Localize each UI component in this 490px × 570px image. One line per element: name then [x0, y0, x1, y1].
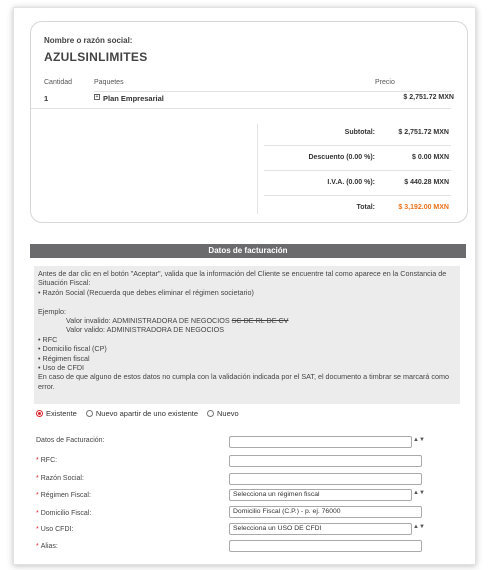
- instructions-warning: En caso de que alguno de estos datos no cumpla con la validación indicada por el SAT, el documento a timbrar se marcará como error.: [38, 372, 449, 391]
- business-name-field-label: * Razón Social:: [36, 475, 84, 482]
- column-header-price: Precio: [375, 79, 395, 86]
- divider: [264, 170, 451, 171]
- example-invalid: Valor invalido: ADMINISTRADORA DE NEGOCIOS SC DE RL DE CV: [66, 316, 289, 326]
- billing-mode-radio-group: [36, 409, 239, 418]
- radio-unselected-icon[interactable]: [86, 410, 93, 417]
- instructions-intro: Antes de dar clic en el botón "Aceptar", valida que la información del Cliente se encuentre tal como aparece en la Constancia de Situación Fiscal:: [38, 269, 447, 288]
- radio-new-label: Nuevo: [217, 409, 239, 418]
- select-arrow-icon: ▲▼: [413, 490, 425, 496]
- radio-existing[interactable]: [36, 409, 77, 418]
- rfc-input[interactable]: [229, 455, 422, 467]
- example-title: Ejemplo:: [38, 306, 66, 316]
- billing-section-title: Datos de facturación: [30, 244, 466, 258]
- tax-regime-select[interactable]: [229, 489, 425, 501]
- business-name-value: AZULSINLIMITES: [44, 50, 148, 64]
- order-summary-card: [30, 21, 468, 223]
- iva-label: I.V.A. (0.00 %):: [327, 179, 375, 186]
- radio-new-from-existing[interactable]: [86, 409, 198, 418]
- divider: [31, 108, 451, 109]
- subtotal-label: Subtotal:: [344, 129, 375, 136]
- instructions-item-postal-code: • Domicilio fiscal (CP): [38, 344, 107, 354]
- cfdi-use-label: * Uso CFDI:: [36, 526, 74, 533]
- subtotal-value: $ 2,751.72 MXN: [398, 129, 449, 136]
- billing-data-select[interactable]: [229, 436, 425, 448]
- business-name-input[interactable]: [229, 473, 422, 485]
- business-name-label: Nombre o razón social:: [44, 36, 133, 45]
- radio-new[interactable]: [207, 409, 239, 418]
- total-label: Total:: [356, 204, 375, 211]
- instructions-item-cfdi: • Uso de CFDI: [38, 363, 85, 373]
- package-expand-icon[interactable]: +: [95, 94, 99, 100]
- example-valid: Valor valido: ADMINISTRADORA DE NEGOCIOS: [66, 325, 225, 335]
- iva-value: $ 440.28 MXN: [404, 179, 449, 186]
- radio-selected-icon[interactable]: [36, 410, 43, 417]
- instructions-item-tax-regime: • Régimen fiscal: [38, 353, 90, 363]
- cfdi-use-select[interactable]: [229, 523, 425, 535]
- radio-existing-label: Existente: [46, 409, 77, 418]
- select-arrow-icon: ▲▼: [413, 437, 425, 443]
- discount-label: Descuento (0.00 %):: [308, 154, 375, 161]
- instructions-item-rfc: • RFC: [38, 334, 58, 344]
- column-header-qty: Cantidad: [44, 79, 73, 86]
- rfc-label: * RFC:: [36, 457, 58, 464]
- radio-unselected-icon[interactable]: [207, 410, 214, 417]
- totals-divider: [257, 124, 258, 214]
- divider: [264, 195, 451, 196]
- column-header-package: Paquetes: [94, 79, 124, 86]
- divider: [94, 91, 451, 92]
- billing-data-label: Datos de Facturación:: [36, 437, 105, 444]
- select-arrow-icon: ▲▼: [413, 524, 425, 530]
- postal-code-input[interactable]: [229, 506, 422, 518]
- tax-regime-selected-value: Selecciona un régimen fiscal: [233, 491, 320, 498]
- row-qty: 1: [44, 94, 49, 103]
- total-value: $ 3,192.00 MXN: [398, 204, 449, 211]
- discount-value: $ 0.00 MXN: [412, 154, 449, 161]
- example-invalid-struck: SC DE RL DE CV: [231, 316, 289, 326]
- tax-regime-label: * Régimen Fiscal:: [36, 492, 91, 499]
- divider: [264, 145, 451, 146]
- cfdi-use-selected-value: Selecciona un USO DE CFDI: [233, 525, 322, 532]
- billing-instructions: [34, 266, 460, 404]
- alias-label: * Alias:: [36, 543, 58, 550]
- alias-input[interactable]: [229, 540, 422, 552]
- postal-code-label: * Domicilio Fiscal:: [36, 510, 92, 517]
- instructions-item-business-name: • Razón Social (Recuerda que debes eliminar el régimen societario): [38, 287, 254, 297]
- window-frame: [13, 7, 476, 565]
- row-package: Plan Empresarial: [103, 94, 164, 103]
- radio-new-from-existing-label: Nuevo apartir de uno existente: [95, 409, 199, 418]
- row-price: $ 2,751.72 MXN: [403, 94, 454, 101]
- postal-code-placeholder: Domicilio Fiscal (C.P.) - p. ej. 76000: [233, 508, 341, 515]
